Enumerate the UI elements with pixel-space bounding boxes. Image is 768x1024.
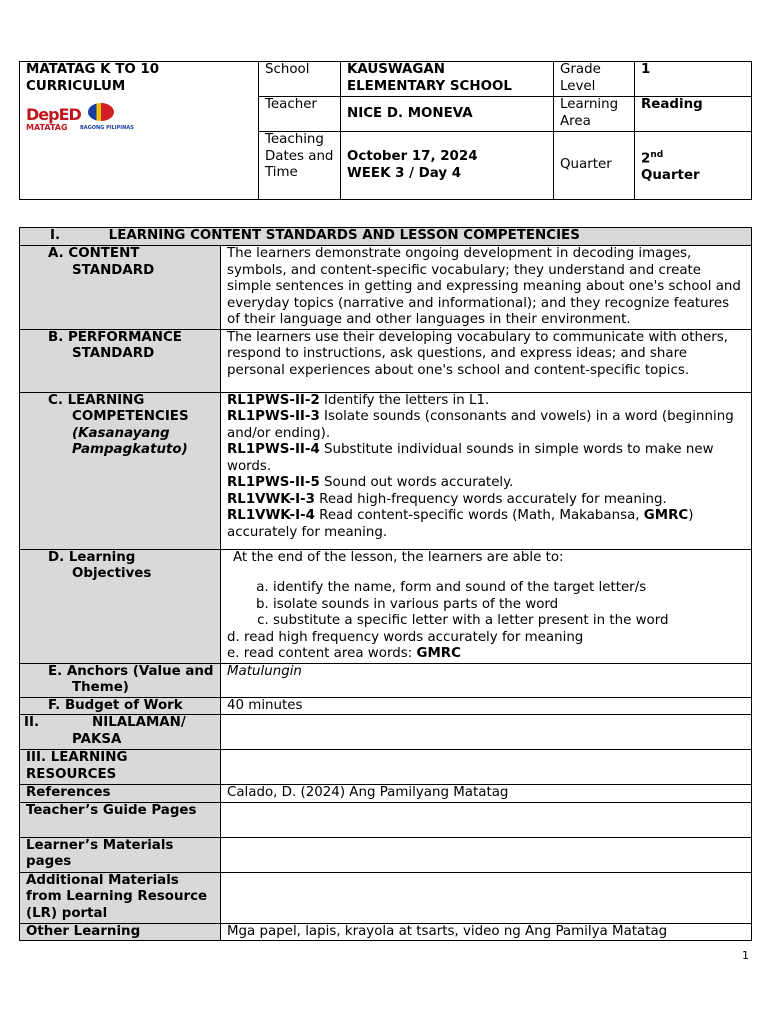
logos — [26, 103, 252, 137]
content-standard-label: A. CONTENT STANDARD — [20, 246, 221, 330]
objective-item: c. substitute a specific letter with a letter present in the word — [273, 613, 745, 630]
date-value: October 17, 2024 — [347, 149, 478, 164]
quarter-label: Quarter — [554, 132, 635, 200]
budget-value: 40 minutes — [221, 697, 752, 715]
learning-resources-value — [221, 750, 752, 785]
learners-materials-value — [221, 837, 752, 872]
objectives-content — [221, 549, 752, 663]
teacher-label: Teacher — [259, 97, 341, 132]
objectives-intro: At the end of the lesson, the learners are able to: — [233, 549, 564, 565]
grade-value: 1 — [635, 62, 752, 97]
curriculum-cell — [20, 62, 259, 200]
budget-label: F. Budget of Work — [20, 697, 221, 715]
header-table — [19, 61, 752, 200]
section-1-heading: I. LEARNING CONTENT STANDARDS AND LESSON COMPETENCIES — [20, 228, 752, 246]
competency-item: RL1PWS-II-5 Sound out words accurately. — [227, 475, 514, 490]
grade-label: Grade Level — [554, 62, 635, 97]
nilalaman-value — [221, 715, 752, 750]
teacher-value: NICE D. MONEVA — [341, 97, 554, 132]
anchors-label: E. Anchors (Value and Theme) — [20, 663, 221, 697]
competency-item: RL1VWK-I-3 Read high-frequency words accurately for meaning. — [227, 491, 667, 507]
other-learning-value: Mga papel, lapis, krayola at tsarts, video ng Ang Pamilya Matatag — [221, 923, 752, 941]
nilalaman-label: II. NILALAMAN/ PAKSA — [20, 715, 221, 750]
week-value: WEEK 3 / Day 4 — [347, 165, 462, 181]
school-label: School — [259, 62, 341, 97]
references-label: References — [20, 785, 221, 803]
learners-materials-label: Learner’s Materials pages — [20, 837, 221, 872]
area-value: Reading — [635, 97, 752, 132]
objectives-label: D. Learning Objectives — [20, 549, 221, 663]
competency-item: RL1VWK-I-4 Read content-specific words (Math, Makabansa, GMRC) accurately for meaning. — [227, 508, 694, 540]
teachers-guide-label: Teacher’s Guide Pages — [20, 802, 221, 837]
performance-standard-text: The learners use their developing vocabulary to communicate with others, respond to instructions, ask questions, and express ideas; and share personal experiences about one's school and content-specific topics. — [221, 329, 752, 392]
learning-resources-label: III. LEARNING RESOURCES — [20, 750, 221, 785]
quarter-value: 2nd Quarter — [635, 132, 752, 200]
page-number: 1 — [742, 949, 749, 962]
competencies-label: C. LEARNING COMPETENCIES (Kasanayang Pampagkatuto) — [20, 392, 221, 549]
competencies-list — [221, 392, 752, 549]
competency-item: RL1PWS-II-3 Isolate sounds (consonants and vowels) in a word (beginning and/or ending). — [227, 409, 734, 441]
lesson-table — [19, 227, 752, 941]
content-standard-text: The learners demonstrate ongoing development in decoding images, symbols, and content-specific vocabulary; they understand and create simple sentences in getting and expressing meaning about one's school and everyday topics (narrative and informational); and they recognize features of their language and other languages in their environment. — [221, 246, 752, 330]
other-learning-label: Other Learning — [20, 923, 221, 941]
bagong-pilipinas-logo: BAGONG PILIPINAS — [80, 103, 120, 137]
school-value: KAUSWAGAN ELEMENTARY SCHOOL — [341, 62, 554, 97]
objective-item: d. read high frequency words accurately for meaning — [227, 629, 584, 645]
dates-label: Teaching Dates and Time — [259, 132, 341, 200]
area-label: Learning Area — [554, 97, 635, 132]
anchors-value: Matulungin — [221, 663, 752, 697]
objective-item: b. isolate sounds in various parts of the word — [273, 597, 745, 614]
competency-item: RL1PWS-II-2 Identify the letters in L1. — [227, 392, 490, 408]
references-value: Calado, D. (2024) Ang Pamilyang Matatag — [221, 785, 752, 803]
performance-standard-label: B. PERFORMANCE STANDARD — [20, 329, 221, 392]
curriculum-title: MATATAG K TO 10 CURRICULUM — [26, 62, 160, 94]
objectives-list — [227, 580, 745, 630]
dates-value — [341, 132, 554, 200]
teachers-guide-value — [221, 802, 752, 837]
objective-item: e. read content area words: GMRC — [227, 646, 461, 661]
deped-logo: DepED MATATAG — [26, 105, 81, 132]
objective-item: a. identify the name, form and sound of the target letter/s — [273, 580, 745, 597]
additional-materials-label: Additional Materials from Learning Resource (LR) portal — [20, 872, 221, 923]
competency-item: RL1PWS-II-4 Substitute individual sounds in simple words to make new words. — [227, 442, 714, 474]
additional-materials-value — [221, 872, 752, 923]
